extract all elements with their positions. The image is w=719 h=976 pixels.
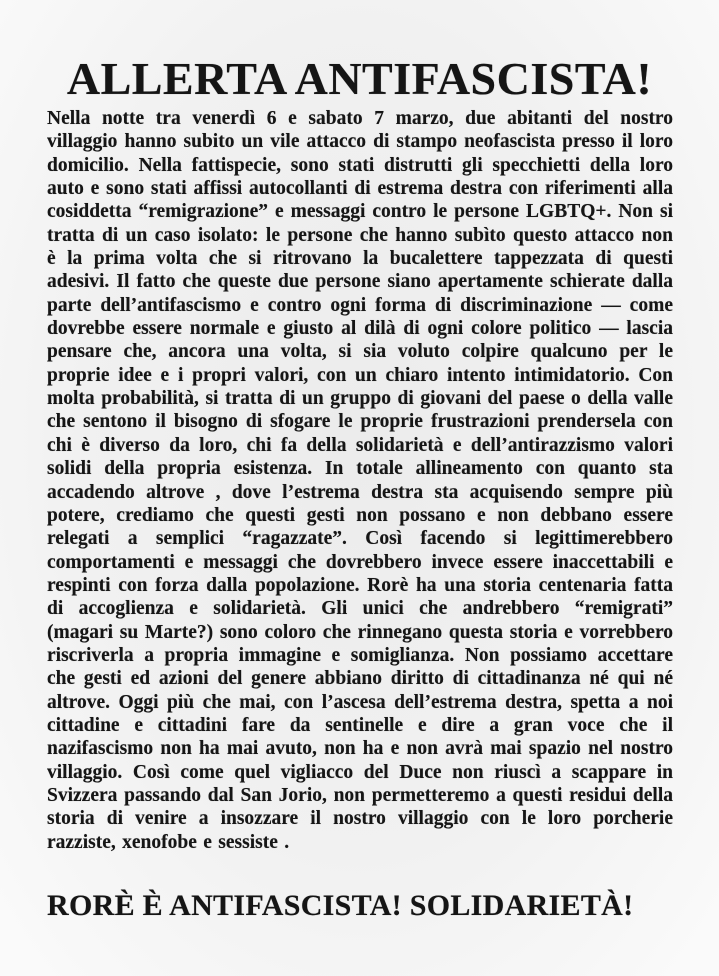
flyer-body bbox=[47, 107, 673, 883]
flyer-title: ALLERTA ANTIFASCISTA! bbox=[66, 52, 653, 104]
flyer-footer-slogan: RORÈ È ANTIFASCISTA! SOLIDARIETÀ! bbox=[47, 889, 634, 922]
flyer-body-paragraph: Nella notte tra venerdì 6 e sabato 7 marzo, due abitanti del nostro villaggio hanno subito un vile attacco di stampo neofascista presso il loro domicilio. Nella fattispecie, sono stati distrutti gli specchietti della loro auto e sono stati affissi autocollanti di estrema destra con riferimenti alla cosiddetta “remigrazione” e messaggi contro le persone LGBTQ+. Non si tratta di un caso isolato: le persone che hanno subìto questo attacco non è la prima volta che si ritrovano la bucalettere tappezzata di questi adesivi. Il fatto che queste due persone siano apertamente schierate dalla parte dell’antifascismo e contro ogni forma di discriminazione — come dovrebbe essere normale e giusto al dilà di ogni colore politico — lascia pensare che, ancora una volta, si sia voluto colpire qualcuno per le proprie idee e i propri valori, con un chiaro intento intimidatorio. Con molta probabilità, si tratta di un gruppo di giovani del paese o della valle che sentono il bisogno di sfogare le proprie frustrazioni prendersela con chi è diverso da loro, chi fa della solidarietà e dell’antirazzismo valori solidi della propria esistenza. In totale allineamento con quanto sta accadendo altrove , dove l’estrema destra sta acquisendo sempre più potere, crediamo che questi gesti non possano e non debbano essere relegati a semplici “ragazzate”. Così facendo si legittimerebbero comportamenti e messaggi che dovrebbero invece essere inaccettabili e respinti con forza dalla popolazione. Rorè ha una storia centenaria fatta di accoglienza e solidarietà. Gli unici che andrebbero “remigrati” (magari su Marte?) sono coloro che rinnegano questa storia e vorrebbero riscriverla a propria immagine e somiglianza. Non possiamo accettare che gesti ed azioni del genere abbiano diritto di cittadinanza né qui né altrove. Oggi più che mai, con l’ascesa dell’estrema destra, spetta a noi cittadine e cittadini fare da sentinelle e dire a gran voce che il nazifascismo non ha mai avuto, non ha e non avrà mai spazio nel nostro villaggio. Così come quel vigliacco del Duce non riuscì a scappare in Svizzera passando dal San Jorio, non permetteremo a questi residui della storia di venire a insozzare il nostro villaggio con le loro porcherie razziste, xenofobe e sessiste . bbox=[47, 108, 673, 853]
